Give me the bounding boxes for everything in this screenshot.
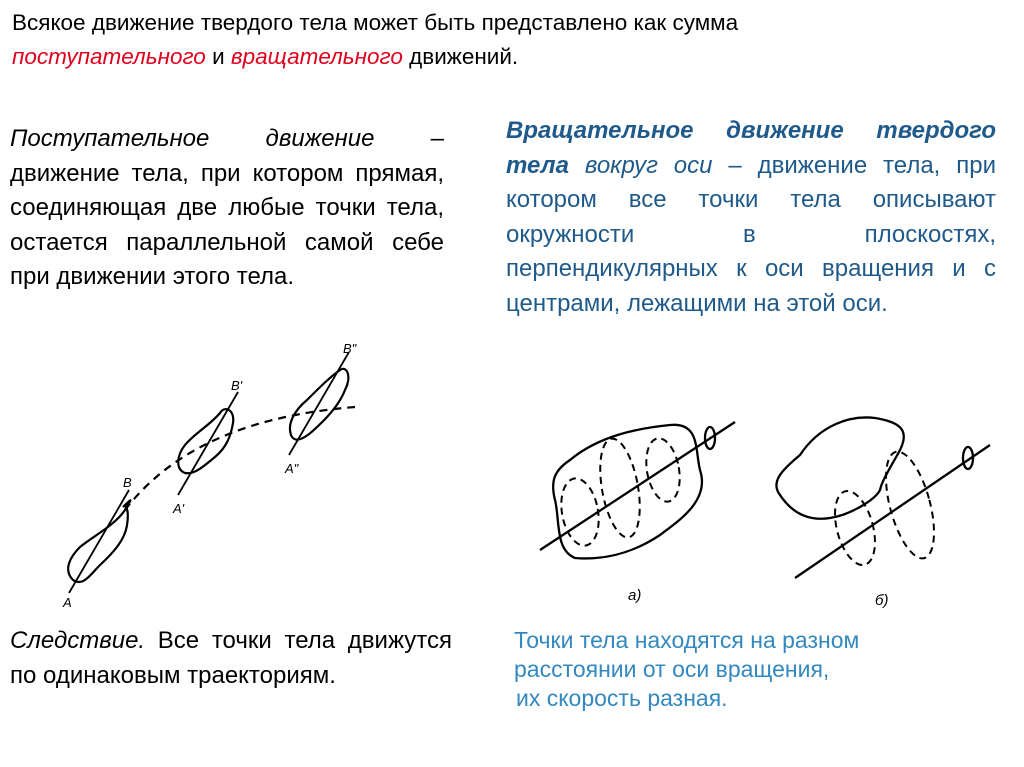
circle-b-1	[828, 487, 882, 570]
label-a: A	[63, 595, 72, 610]
label-b-prime: B'	[231, 378, 243, 393]
title-tail: движений.	[402, 44, 519, 69]
corollary-term: Следствие.	[10, 627, 146, 654]
translational-text: – движение тела, при котором прямая, соединяющая две любые точки тела, остается параллельной самой себе при движении этого тела.	[10, 125, 444, 290]
corollary-text: Все точки тела движутся по одинаковым траекториям.	[10, 627, 452, 689]
label-figure-b: б)	[875, 592, 889, 609]
rotational-text: – движение тела, при котором все точки тела описывают окружности в плоскостях, перпендикулярных к оси вращения и с центрами, лежащими на этой оси.	[506, 151, 996, 317]
corollary	[10, 624, 452, 693]
label-a-double-prime: A"	[285, 461, 299, 476]
circle-a-2	[594, 436, 647, 541]
label-b: B	[123, 475, 132, 490]
note-line1: Точки тела находятся на разном	[514, 627, 860, 653]
circle-b-2	[876, 447, 943, 564]
title-and: и	[205, 44, 231, 69]
rotational-motion-figure	[530, 410, 1000, 615]
rotating-body-b	[776, 417, 903, 518]
translational-term: Поступательное движение	[10, 125, 375, 152]
translational-motion-figure	[55, 335, 385, 615]
label-figure-a: a)	[628, 587, 642, 604]
note-line2: расстоянии от оси вращения,	[514, 656, 830, 682]
rotational-definition	[506, 114, 996, 321]
term-rotational: вращательного	[230, 44, 403, 69]
label-a-prime: A'	[173, 501, 185, 516]
velocity-note	[514, 626, 984, 713]
slide-title	[12, 6, 1012, 74]
label-b-double-prime: B"	[343, 341, 357, 356]
rotational-term: Вращательное движение твердого тела	[506, 117, 996, 179]
translational-definition	[10, 122, 444, 295]
note-line3: их скорость разная.	[516, 685, 728, 711]
term-translational: поступательного	[12, 44, 206, 69]
segment-ab-double-prime	[289, 352, 349, 455]
title-line1: Всякое движение твердого тела может быть представлено как сумма	[12, 10, 739, 35]
rotational-axis: вокруг оси	[568, 151, 713, 179]
body-position-2	[178, 409, 233, 473]
